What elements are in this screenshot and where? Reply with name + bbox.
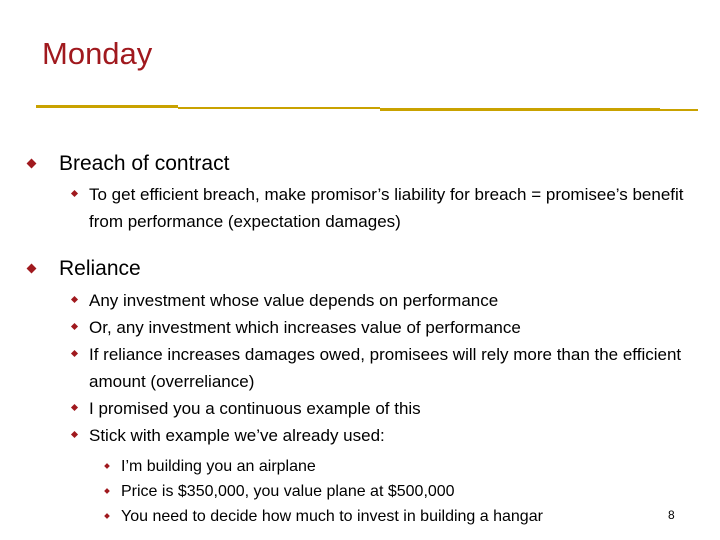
list-item-text: Or, any investment which increases value of performance — [89, 318, 521, 337]
section-heading-breach — [59, 152, 229, 176]
sub-list-item-text: You need to decide how much to invest in building a hangar — [121, 508, 543, 525]
diamond-bullet-icon — [71, 404, 78, 411]
diamond-bullet-icon — [27, 159, 37, 169]
diamond-bullet-icon — [104, 463, 110, 469]
page-number: 8 — [668, 508, 675, 522]
diamond-bullet-icon — [71, 190, 78, 197]
diamond-bullet-icon — [104, 513, 110, 519]
list-item — [89, 395, 699, 422]
list-item — [89, 341, 691, 395]
list-item-text: Stick with example we’ve already used: — [89, 426, 385, 445]
diamond-bullet-icon — [27, 264, 37, 274]
sub-list-item — [121, 479, 681, 504]
diamond-bullet-icon — [104, 488, 110, 494]
section-heading-reliance — [59, 257, 141, 281]
sub-list-item — [121, 454, 681, 479]
diamond-bullet-icon — [71, 431, 78, 438]
diamond-bullet-icon — [71, 350, 78, 357]
list-item-text: I promised you a continuous example of this — [89, 399, 421, 418]
list-item — [89, 314, 699, 341]
section-heading-text: Reliance — [59, 257, 141, 280]
underline-segment — [660, 109, 698, 111]
underline-segment — [380, 108, 660, 111]
list-item-text: To get efficient breach, make promisor’s liability for breach = promisee’s benefit from performance (expectation damages) — [89, 185, 684, 231]
sub-list-item — [121, 504, 661, 529]
list-item — [89, 422, 699, 449]
list-item-text: Any investment whose value depends on performance — [89, 291, 499, 310]
section-heading-text: Breach of contract — [59, 152, 230, 175]
list-item — [89, 181, 689, 235]
underline-segment — [178, 107, 380, 109]
slide-title: Monday — [42, 36, 153, 71]
sub-list-item-text: Price is $350,000, you value plane at $500,000 — [121, 483, 455, 500]
list-item — [89, 287, 699, 314]
diamond-bullet-icon — [71, 296, 78, 303]
list-item-text: If reliance increases damages owed, promisees will rely more than the efficient amount (overreliance) — [89, 345, 682, 391]
diamond-bullet-icon — [71, 323, 78, 330]
sub-list-item-text: I’m building you an airplane — [121, 458, 316, 475]
underline-segment — [36, 105, 178, 108]
